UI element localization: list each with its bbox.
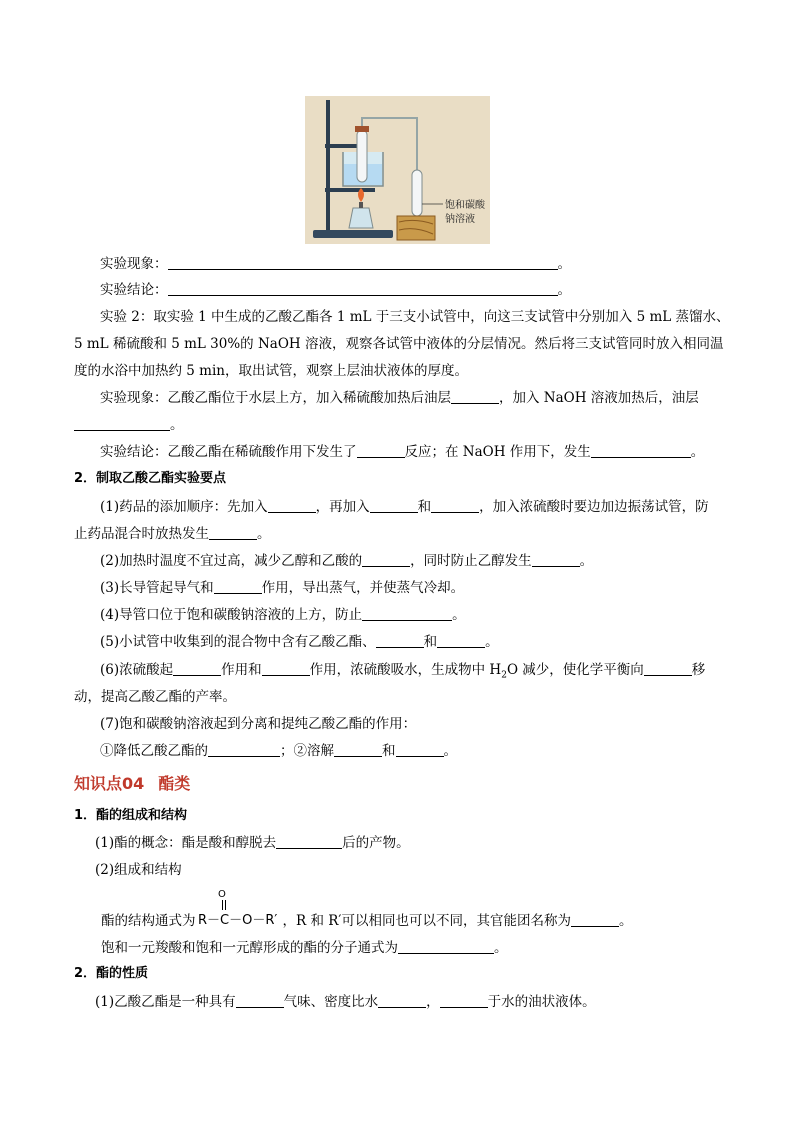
ester-concept: (1)酯的概念：酯是酸和醇脱去 后的产物。 bbox=[95, 835, 410, 851]
ester-structural-formula: R－C－O－R′ bbox=[198, 913, 278, 928]
point-6-cont: 动，提高乙酸乙酯的产率。 bbox=[74, 689, 236, 705]
figure-label-line2: 钠溶液 bbox=[445, 214, 475, 225]
point-3: (3)长导管起导气和 作用，导出蒸气，并使蒸气冷却。 bbox=[100, 580, 465, 596]
ester-general-formula: 饱和一元羧酸和饱和一元醇形成的酯的分子通式为 。 bbox=[101, 940, 508, 956]
double-bond bbox=[222, 900, 226, 910]
point-5: (5)小试管中收集到的混合物中含有乙酸乙酯、 和 。 bbox=[100, 634, 499, 650]
point-7: (7)饱和碳酸钠溶液起到分离和提纯乙酸乙酯的作用： bbox=[100, 716, 417, 732]
point-1-cont: 止药品混合时放热发生 。 bbox=[74, 526, 271, 542]
observation-line: 实验现象： 。 bbox=[100, 256, 571, 272]
ester-formula-line: 酯的结构通式为 ，R 和 R′可以相同也可以不同，其官能团名称为 。 bbox=[101, 913, 633, 929]
ester-heading-2: 2．酯的性质 bbox=[74, 966, 149, 981]
carbonyl-oxygen: O bbox=[218, 889, 226, 900]
section-heading-2: 2．制取乙酸乙酯实验要点 bbox=[74, 471, 227, 486]
point-2: (2)加热时温度不宜过高，减少乙醇和乙酸的 ，同时防止乙醇发生 。 bbox=[100, 553, 594, 569]
observation2-line: 实验现象：乙酸乙酯位于水层上方，加入稀硫酸加热后油层 ，加入 NaOH 溶液加热后，油层 bbox=[100, 390, 699, 406]
experiment-apparatus-figure bbox=[305, 96, 490, 244]
point-4: (4)导管口位于饱和碳酸钠溶液的上方，防止 。 bbox=[100, 607, 466, 623]
ester-composition: (2)组成和结构 bbox=[95, 862, 182, 878]
experiment2-text-2: 5 mL 稀硫酸和 5 mL 30%的 NaOH 溶液，观察各试管中液体的分层情况。然后将三支试管同时放入相同温 bbox=[74, 336, 724, 352]
figure-label-line1: 饱和碳酸 bbox=[445, 200, 485, 211]
observation2-line-2: 。 bbox=[74, 415, 184, 435]
experiment2-text-3: 度的水浴中加热约 5 min，取出试管，观察上层油状液体的厚度。 bbox=[74, 363, 468, 379]
ester-heading-1: 1．酯的组成和结构 bbox=[74, 808, 188, 823]
point-7-items: ①降低乙酸乙酯的 ；②溶解 和 。 bbox=[100, 743, 457, 759]
point-1: (1)药品的添加顺序：先加入 ，再加入 和 ，加入浓硫酸时要边加边振荡试管，防 bbox=[100, 499, 709, 515]
point-6: (6)浓硫酸起 作用和 作用，浓硫酸吸水，生成物中 $H_2O$ 减少，使化学平衡向 移 bbox=[100, 662, 706, 681]
ester-property-1: (1)乙酸乙酯是一种具有 气味、密度比水 ， 于水的油状液体。 bbox=[95, 994, 596, 1010]
conclusion-line: 实验结论： 。 bbox=[100, 282, 571, 298]
experiment2-text: 实验 2：取实验 1 中生成的乙酸乙酯各 1 mL 于三支小试管中，向这三支试管中分别加入 5 mL 蒸馏水、 bbox=[100, 309, 730, 325]
knowledge-point-heading: 知识点04 酯类 bbox=[74, 774, 191, 793]
conclusion2-line: 实验结论：乙酸乙酯在稀硫酸作用下发生了 反应；在 NaOH 作用下，发生 。 bbox=[100, 444, 705, 460]
